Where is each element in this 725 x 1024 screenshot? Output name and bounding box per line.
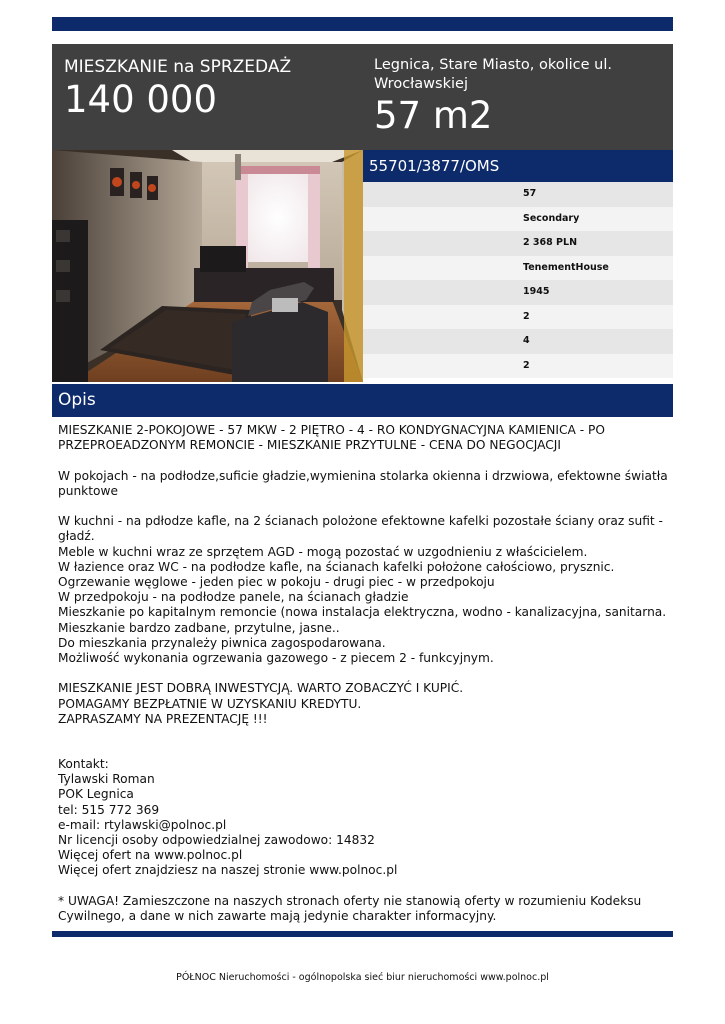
- bottom-accent-bar: [52, 931, 673, 937]
- disclaimer: * UWAGA! Zamieszczone na naszych stronach oferty nie stanowią oferty w rozumieniu Kodeksu Cywilnego, a dane w nich zawarte mają jedynie charakter informacyjny.: [58, 893, 642, 924]
- detail-row: 2: [363, 305, 673, 330]
- detail-row: 1945: [363, 280, 673, 305]
- listing-header: [52, 44, 673, 150]
- listing-type: MIESZKANIE na SPRZEDAŻ: [64, 57, 292, 77]
- top-accent-bar: [52, 17, 673, 31]
- description-summary: MIESZKANIE 2-POKOJOWE - 57 MKW - 2 PIĘTRO - 4 - RO KONDYGNACYJNA KAMIENICA - PO PRZEPROEADZONYM REMONCIE - MIESZKANIE PRZYTULNE - CENA DO NEGOCJACJI: [58, 423, 605, 453]
- description-call-to-action: MIESZKANIE JEST DOBRĄ INWESTYCJĄ. WARTO ZOBACZYĆ I KUPIĆ. POMAGAMY BEZPŁATNIE W UZYSKANIU KREDYTU. ZAPRASZAMY NA PREZENTACJĘ !!!: [58, 681, 464, 726]
- apartment-photo: [52, 150, 363, 382]
- header-left: [64, 56, 364, 120]
- apartment-photo-image: [52, 150, 363, 382]
- footer-text: PÓŁNOC Nieruchomości - ogólnopolska sieć biur nieruchomości www.polnoc.pl: [176, 972, 549, 983]
- detail-row: 2 368 PLN: [363, 231, 673, 256]
- description-heading: Opis: [52, 384, 673, 417]
- listing-area: 57 m2: [374, 94, 493, 137]
- offer-reference: 55701/3877/OMS: [363, 150, 673, 182]
- header-right: [374, 56, 664, 136]
- detail-row: 4: [363, 329, 673, 354]
- description-rooms: W pokojach - na podłodze,suficie gładzie,wymienina stolarka okienna i drzwiowa, efektowne światła punktowe: [58, 468, 668, 498]
- detail-row: TenementHouse: [363, 256, 673, 281]
- offer-details-table: [363, 182, 673, 378]
- listing-price: 140 000: [64, 78, 218, 121]
- listing-location: Legnica, Stare Miasto, okolice ul. Wrocławskiej: [374, 57, 612, 92]
- detail-row: 57: [363, 182, 673, 207]
- description-details: W kuchni - na pdłodze kafle, na 2 ścianach polożone efektowne kafelki pozostałe ściany oraz sufit - gładź. Meble w kuchni wraz ze sprzętem AGD - mogą pozostać w uzgodnieniu z właścicielem. W łazience oraz WC - na podłodze kafle, na ścianach kafelki położone całościowo, prysznic. Ogrzewanie węglowe - jeden piec w pokoju - drugi piec - w przedpokoju W przedpokoju - na podłodze panele, na ścianach gładzie Mieszkanie po kapitalnym remoncie (nowa instalacja elektryczna, wodno - kanalizacyjna, sanitarna. Mieszkanie bardzo zadbane, przytulne, jasne.. Do mieszkania przynależy piwnica zagospodarowana. Możliwość wykonania ogrzewania gazowego - z piecem 2 - funkcyjnym.: [58, 514, 667, 666]
- detail-row: Secondary: [363, 207, 673, 232]
- contact-info: Kontakt: Tylawski Roman POK Legnica tel: 515 772 369 e-mail: rtylawski@polnoc.pl Nr licencji osoby odpowiedzialnej zawodowo: 14832 Więcej ofert na www.polnoc.pl Więcej ofert znajdziesz na naszej stronie www.polnoc.pl: [58, 757, 398, 878]
- detail-row: 2: [363, 354, 673, 379]
- description-body: [58, 423, 670, 924]
